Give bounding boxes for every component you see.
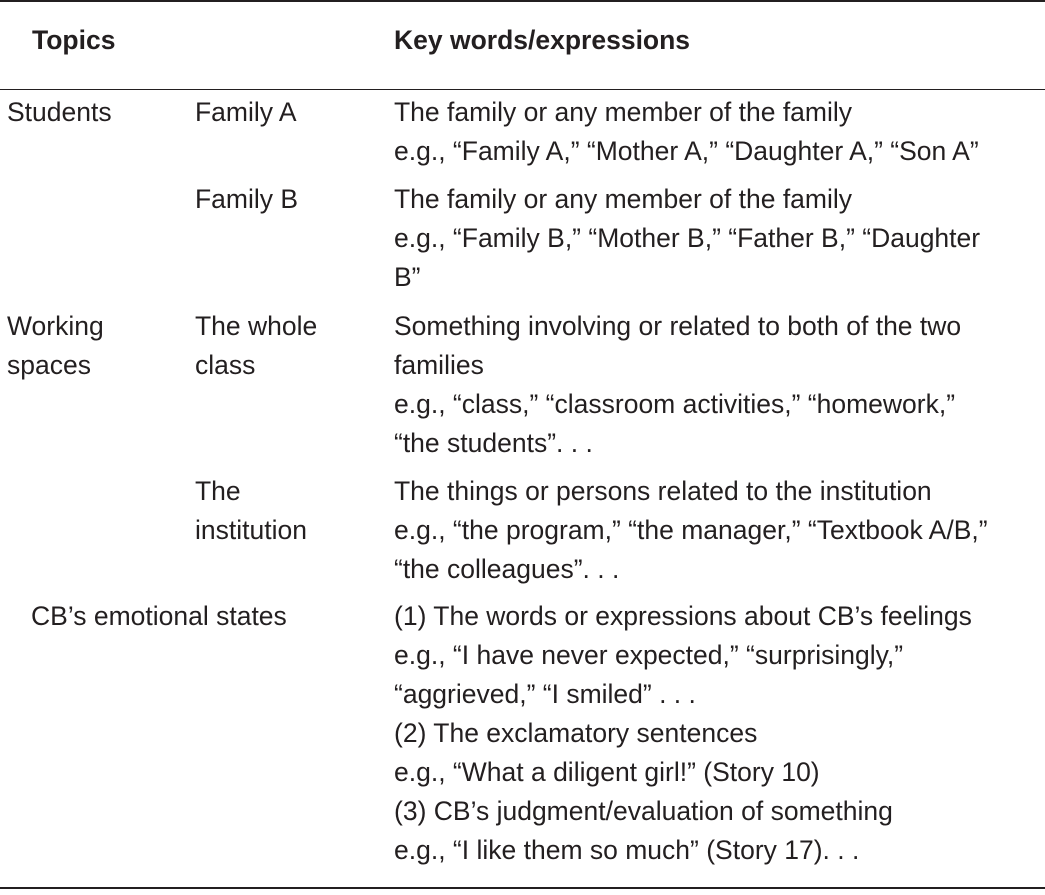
header-keywords: Key words/expressions: [394, 25, 691, 55]
subtopic-family-a: Family A: [195, 97, 297, 127]
header-topics: Topics: [32, 25, 116, 55]
table-bottom-rule: [0, 887, 1045, 889]
keywords-whole-class: Something involving or related to both of the two families e.g., “class,” “classroom activities,” “homework,” “the students”. . .: [394, 311, 962, 458]
keywords-emotional-states: (1) The words or expressions about CB’s feelings e.g., “I have never expected,” “surprisingly,” “aggrieved,” “I smiled” . . . (2) The exclamatory sentences e.g., “What a diligent girl!” (Story 10) (3) CB’s judgment/evaluation of something e.g., “I like them so much” (Story 17). . .: [394, 601, 972, 865]
keywords-family-b: The family or any member of the family e.g., “Family B,” “Mother B,” “Father B,” “Daughter B”: [394, 184, 981, 292]
topic-students: Students: [7, 97, 112, 127]
subtopic-institution: The institution: [195, 476, 307, 545]
keywords-institution: The things or persons related to the institution e.g., “the program,” “the manager,” “Textbook A/B,” “the colleagues”. . .: [394, 476, 988, 584]
table-header-rule: [0, 89, 1045, 90]
table-top-rule: [0, 0, 1045, 2]
topic-working-spaces: Working spaces: [7, 311, 104, 380]
topic-emotional-states: CB’s emotional states: [31, 601, 287, 631]
keywords-family-a: The family or any member of the family e.g., “Family A,” “Mother A,” “Daughter A,” “Son A”: [394, 97, 979, 166]
subtopic-whole-class: The whole class: [195, 311, 318, 380]
subtopic-family-b: Family B: [195, 184, 299, 214]
